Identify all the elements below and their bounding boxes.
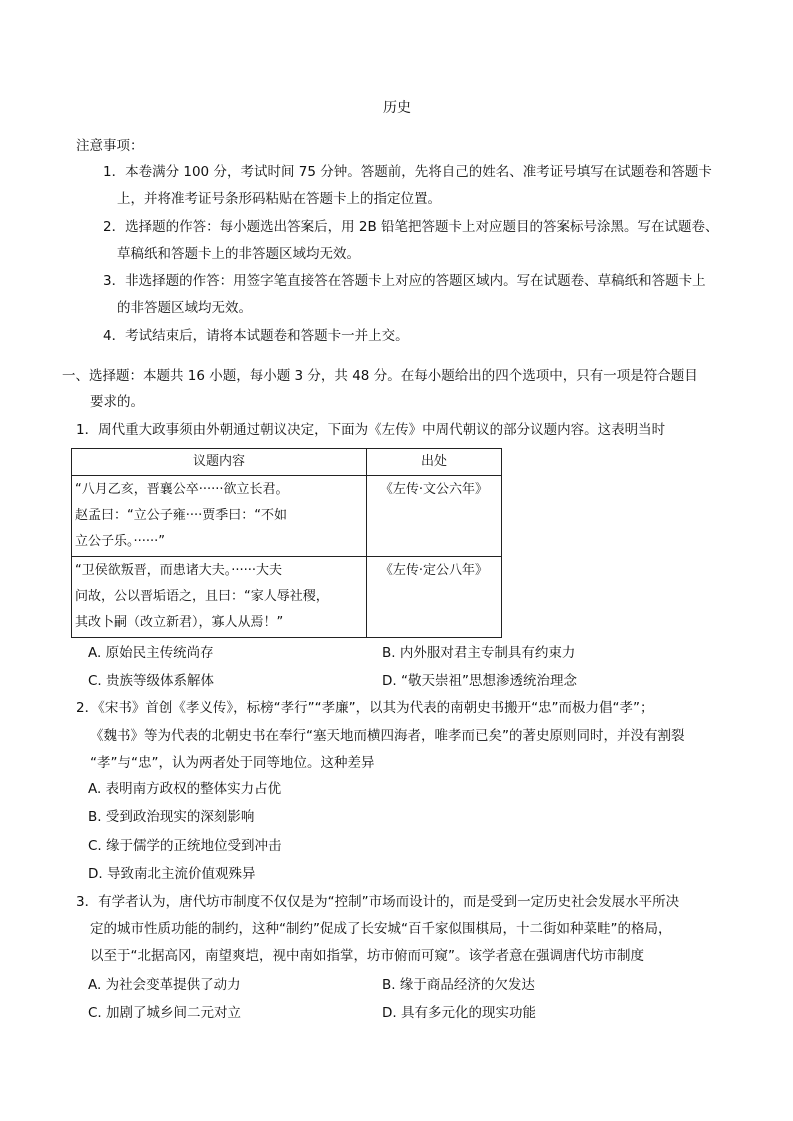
q3-option-a: A. 为社会变革提供了动力	[88, 977, 241, 993]
table-cell-content	[72, 557, 367, 638]
table-header-source: 出处	[367, 449, 502, 476]
q2-stem-line-1: 2．《宋书》首创《孝义传》，标榜“孝行”“孝廉”，以其为代表的南朝史书搬开“忠”而极力倡“孝”；	[76, 700, 654, 716]
q1-option-d: D. “敬天崇祖”思想渗透统治理念	[382, 673, 577, 689]
q2-option-b: B. 受到政治现实的深刻影响	[88, 809, 255, 825]
notice-item-2-line-1: 2．选择题的作答：每小题选出答案后，用 2B 铅笔把答题卡上对应题目的答案标号涂黑。写在试题卷、	[103, 219, 719, 235]
q1-option-c: C. 贵族等级体系解体	[88, 673, 215, 689]
q1-option-b: B. 内外服对君主专制具有约束力	[382, 645, 576, 661]
table-row	[72, 557, 502, 638]
table-cell-line: “卫侯欲叛晋，而患诸大夫。······大夫	[75, 563, 283, 578]
table-header-content: 议题内容	[72, 449, 367, 476]
page-title: 历史	[383, 100, 411, 116]
q1-option-a: A. 原始民主传统尚存	[88, 645, 214, 661]
table-cell-source: 《左传·文公六年》	[367, 476, 502, 557]
q3-option-b: B. 缘于商品经济的欠发达	[382, 977, 535, 993]
q2-stem-line-3: “孝”与“忠”，认为两者处于同等地位。这种差异	[90, 755, 375, 771]
section-1-heading-line-1: 一、选择题：本题共 16 小题，每小题 3 分，共 48 分。在每小题给出的四个选项中，只有一项是符合题目	[62, 368, 698, 384]
table-header-row	[72, 449, 502, 476]
q1-table	[71, 448, 502, 638]
table-cell-line: 赵孟曰：“立公子雍····贾季曰：“不如	[75, 508, 287, 523]
notice-item-1-line-2: 上，并将准考证号条形码粘贴在答题卡上的指定位置。	[117, 191, 441, 207]
q3-option-c: C. 加剧了城乡间二元对立	[88, 1005, 242, 1021]
table-cell-content	[72, 476, 367, 557]
notice-item-2-line-2: 草稿纸和答题卡上的非答题区域均无效。	[117, 246, 360, 262]
table-cell-line: 其改卜嗣（改立新君），寡人从焉！”	[75, 615, 284, 630]
q3-stem-line-1: 3．有学者认为，唐代坊市制度不仅仅是为“控制”市场而设计的，而是受到一定历史社会发展水平所决	[76, 894, 680, 910]
table-cell-line: 立公子乐。······”	[75, 534, 166, 549]
q2-stem-line-2: 《魏书》等为代表的北朝史书在奉行“塞天地而横四海者，唯孝而已矣”的著史原则同时，并没有割裂	[90, 728, 685, 744]
section-1-heading-line-2: 要求的。	[90, 394, 144, 410]
table-cell-line: 问故，公以晋垢语之，且曰：“家人辱社稷，	[75, 589, 329, 604]
table-row	[72, 476, 502, 557]
q1-stem: 1．周代重大政事须由外朝通过朝议决定，下面为《左传》中周代朝议的部分议题内容。这表明当时	[76, 422, 666, 438]
q3-option-d: D. 具有多元化的现实功能	[382, 1005, 536, 1021]
q2-option-a: A. 表明南方政权的整体实力占优	[88, 781, 282, 797]
notice-item-1-line-1: 1．本卷满分 100 分，考试时间 75 分钟。答题前，先将自己的姓名、准考证号填写在试题卷和答题卡	[103, 164, 712, 180]
q2-option-c: C. 缘于儒学的正统地位受到冲击	[88, 838, 282, 854]
table-cell-source: 《左传·定公八年》	[367, 557, 502, 638]
notice-heading: 注意事项：	[76, 138, 144, 154]
notice-item-3-line-1: 3．非选择题的作答：用签字笔直接答在答题卡上对应的答题区域内。写在试题卷、草稿纸和答题卡上	[103, 273, 706, 289]
table-cell-line: “八月乙亥，晋襄公卒······欲立长君。	[75, 482, 289, 497]
q3-stem-line-3: 以至于“北据高冈，南望爽垲，视中南如指掌，坊市俯而可窥”。该学者意在强调唐代坊市制度	[90, 948, 644, 964]
notice-item-3-line-2: 的非答题区域均无效。	[117, 300, 252, 316]
q2-option-d: D. 导致南北主流价值观殊异	[88, 866, 256, 882]
notice-item-4: 4．考试结束后，请将本试题卷和答题卡一并上交。	[103, 328, 409, 344]
q3-stem-line-2: 定的城市性质功能的制约，这种“制约”促成了长安城“百千家似围棋局，十二街如种菜畦”的格局，	[90, 921, 672, 937]
